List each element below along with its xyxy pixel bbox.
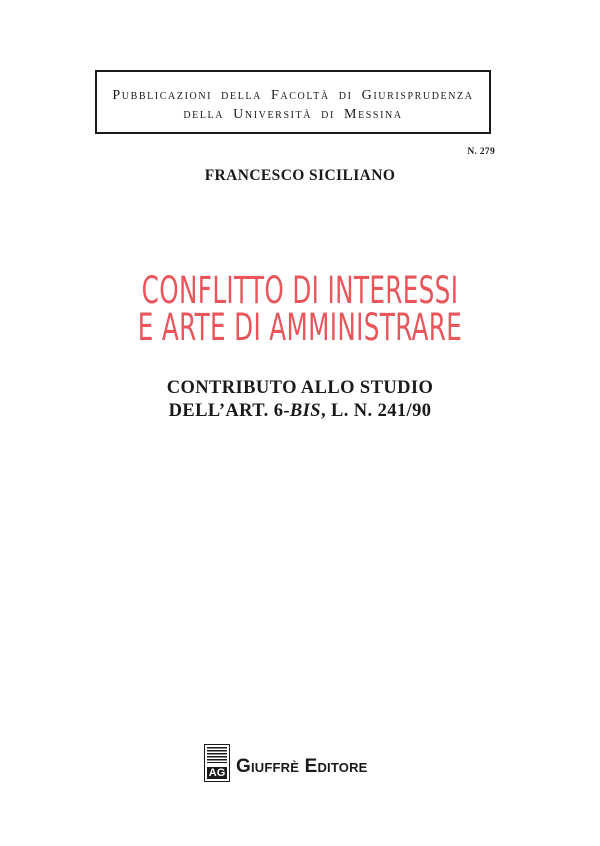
publisher-logo-icon (204, 744, 230, 782)
series-line-1: Pubblicazioni della Facoltà di Giurisprudenza (112, 88, 474, 103)
subtitle-line-2-prefix: DELL’ART. 6- (168, 401, 290, 421)
subtitle-line-2-italic: BIS (289, 401, 321, 421)
author-name: FRANCESCO SICILIANO (204, 167, 396, 184)
book-subtitle (0, 377, 600, 423)
subtitle-line-2-suffix: , L. N. 241/90 (320, 401, 432, 421)
series-line-2: della Università di Messina (183, 107, 403, 122)
logo-stripes (207, 747, 227, 763)
subtitle-line-1: CONTRIBUTO ALLO STUDIO (166, 378, 434, 398)
title-line-2: E ARTE DI AMMINISTRARE (137, 306, 463, 349)
volume-number: N. 279 (467, 147, 495, 157)
title-line-1: CONFLITTO DI INTERESSI (141, 269, 459, 312)
publisher (204, 744, 368, 782)
logo-ag-text: AG (208, 767, 226, 779)
subtitle-line-2 (0, 400, 600, 423)
series-box (95, 70, 491, 134)
publisher-name: Giuffrè Editore (236, 756, 368, 777)
book-title (0, 269, 600, 349)
